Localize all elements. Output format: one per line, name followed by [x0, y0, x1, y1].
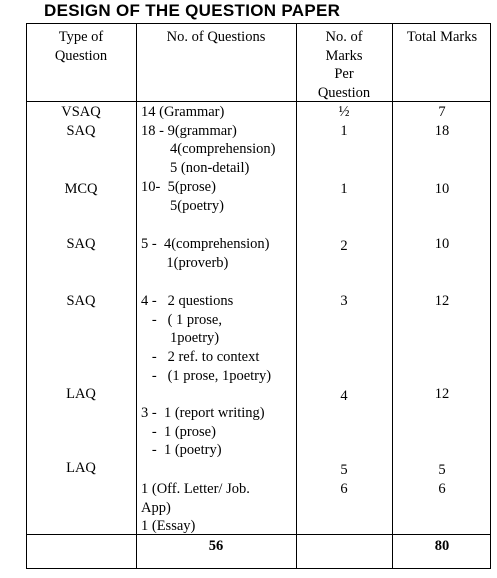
question-paper-table — [26, 23, 491, 569]
column-divider — [136, 23, 137, 569]
total-marks: 7 18 — [434, 104, 450, 139]
question-breakdown: 5 - 4(comprehension) 1(proverb) — [141, 236, 270, 271]
table-border-bottom — [26, 568, 491, 569]
marks-per-question: 1 — [340, 181, 348, 197]
question-breakdown: 14 (Grammar) 18 - 9(grammar) 4(comprehension) 5 (non-detail) — [141, 104, 276, 177]
header-divider — [26, 101, 491, 102]
question-breakdown: 3 - 1 (report writing) - 1 (prose) - 1 (poetry) — [141, 405, 265, 459]
header-marks: No. of Marks Per Question — [317, 29, 371, 102]
question-breakdown: 10- 5(prose) 5(poetry) — [141, 179, 224, 214]
total-marks: 10 — [434, 236, 450, 252]
question-type: LAQ — [66, 460, 96, 476]
header-count: No. of Questions — [166, 29, 266, 45]
total-marks: 12 — [434, 386, 450, 402]
marks-per-question: 3 — [340, 293, 348, 309]
total-questions: 56 — [208, 538, 224, 554]
marks-per-question: 5 6 — [340, 462, 348, 497]
question-breakdown: 4 - 2 questions - ( 1 prose, 1poetry) - 2 ref. to context - (1 prose, 1poetry) — [141, 293, 272, 384]
question-type: SAQ — [66, 236, 96, 252]
total-marks: 12 — [434, 293, 450, 309]
total-marks: 5 6 — [438, 462, 446, 497]
page-heading: DESIGN OF THE QUESTION PAPER — [44, 1, 341, 20]
question-type: SAQ — [66, 293, 96, 309]
header-total: Total Marks — [406, 29, 478, 45]
marks-per-question: ½ 1 — [338, 104, 350, 139]
totals-divider — [26, 534, 491, 535]
marks-per-question: 2 — [340, 238, 348, 254]
table-border-top — [26, 23, 491, 24]
question-type: MCQ — [64, 181, 98, 197]
total-marks: 10 — [434, 181, 450, 197]
header-type: Type of Question — [54, 29, 108, 64]
marks-per-question: 4 — [340, 388, 348, 404]
question-breakdown: 1 (Off. Letter/ Job. App) 1 (Essay) — [141, 481, 250, 535]
grand-total-marks: 80 — [434, 538, 450, 554]
question-type: LAQ — [66, 386, 96, 402]
question-type: VSAQ SAQ — [61, 104, 101, 139]
